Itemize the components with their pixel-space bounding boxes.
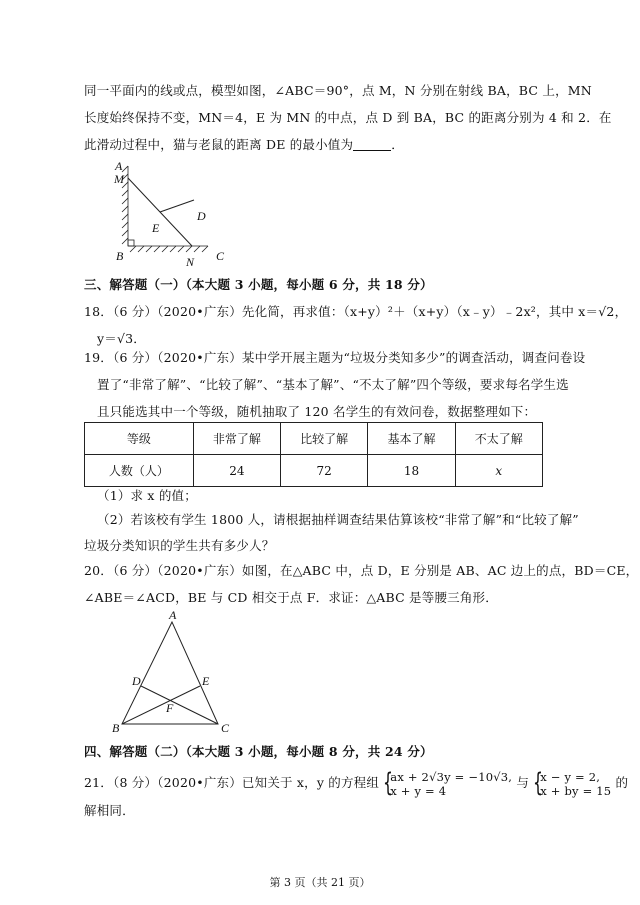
- label-D: D: [197, 209, 206, 223]
- table-row: [85, 455, 543, 487]
- q17-line3: [84, 137, 404, 153]
- label-N: N: [186, 255, 195, 269]
- label-M: M: [114, 172, 124, 186]
- label-A: A: [115, 160, 123, 173]
- label-F: F: [166, 701, 174, 715]
- q21-suffix: 的: [615, 775, 629, 790]
- right-angle-mark: [128, 240, 134, 246]
- segment-BE: [122, 686, 200, 724]
- table-cell: 18: [368, 455, 455, 487]
- equation-system-2: [533, 767, 612, 798]
- q19-line2: 置了“非常了解”、“比较了解”、“基本了解”、“不太了解”四个等级，要求每名学生选: [97, 377, 569, 392]
- equation: x − y = 2,: [540, 769, 601, 784]
- q20-line2: ∠ABE＝∠ACD，BE 与 CD 相交于点 F．求证：△ABC 是等腰三角形．: [84, 590, 498, 605]
- q21-connector: 与: [516, 775, 530, 790]
- label-C: C: [216, 249, 225, 263]
- table-cell: 72: [281, 455, 368, 487]
- equation: x + y = 4: [390, 783, 447, 798]
- label-A: A: [169, 608, 177, 622]
- brace-icon: {: [383, 767, 394, 798]
- label-E: E: [202, 674, 210, 688]
- page-footer: 第 3 页（共 21 页）: [269, 876, 371, 889]
- label-D: D: [132, 674, 141, 688]
- answer-blank: [353, 138, 391, 151]
- q19-line3: 且只能选其中一个等级，随机抽取了 120 名学生的有效问卷，数据整理如下：: [97, 404, 537, 419]
- brace-icon: {: [533, 767, 544, 798]
- table-header-row: [85, 423, 543, 455]
- q18-line2: y＝√3．: [97, 331, 146, 346]
- q17-line1: 同一平面内的线或点，模型如图，∠ABC＝90°，点 M，N 分别在射线 BA，BC 上，MN: [84, 83, 592, 98]
- q19-sub2-cont: 垃圾分类知识的学生共有多少人？: [84, 538, 275, 553]
- table-header-cell: 基本了解: [368, 423, 455, 455]
- table-cell: x: [455, 455, 542, 487]
- label-E: E: [152, 221, 160, 235]
- label-B: B: [112, 721, 120, 735]
- table-cell: 人数（人）: [85, 455, 194, 487]
- q21-line2: 解相同．: [84, 803, 135, 818]
- label-C: C: [221, 721, 230, 735]
- section-3-heading: 三、解答题（一）（本大题 3 小题，每小题 6 分，共 18 分）: [84, 277, 433, 292]
- equation-system-1: [383, 767, 513, 798]
- q19-sub1: （1）求 x 的值；: [97, 488, 197, 503]
- equation: x + by = 15: [540, 783, 612, 798]
- table-header-cell: 等级: [85, 423, 194, 455]
- table-header-cell: 比较了解: [281, 423, 368, 455]
- q18-line1: 18．（6 分）（2020•广东）先化简，再求值：（x+y）²＋（x+y）（x﹣y）﹣2x²，其中 x＝√2，: [84, 304, 628, 319]
- table-cell: 24: [193, 455, 280, 487]
- q17-line3-end: ．: [391, 137, 404, 152]
- q19-line1: 19．（6 分）（2020•广东）某中学开展主题为“垃圾分类知多少”的调查活动，调查问卷设: [84, 350, 586, 365]
- table-header-cell: 不太了解: [455, 423, 542, 455]
- q20-figure: [108, 608, 238, 738]
- equation: ax + 2√3y = −10√3,: [390, 769, 513, 784]
- q17-figure: [108, 160, 248, 270]
- q19-sub2: （2）若该校有学生 1800 人，请根据抽样调查结果估算该校“非常了解”和“比较了解”: [97, 512, 579, 527]
- q20-line1: 20．（6 分）（2020•广东）如图，在△ABC 中，点 D，E 分别是 AB、AC 边上的点，BD＝CE，: [84, 563, 639, 578]
- segment-CD: [141, 686, 218, 724]
- section-4-heading: 四、解答题（二）（本大题 3 小题，每小题 8 分，共 24 分）: [84, 744, 433, 759]
- wall-hatch-horizontal: [128, 246, 208, 252]
- segment-ED: [160, 200, 194, 212]
- q21-prefix: 21．（8 分）（2020•广东）已知关于 x，y 的方程组: [84, 775, 380, 790]
- survey-table: [84, 422, 543, 487]
- q17-line3-text: 此滑动过程中，猫与老鼠的距离 DE 的最小值为: [84, 137, 354, 152]
- table-header-cell: 非常了解: [193, 423, 280, 455]
- q21-line1: [84, 768, 628, 798]
- q17-line2: 长度始终保持不变，MN＝4，E 为 MN 的中点，点 D 到 BA，BC 的距离分别为 4 和 2．在: [84, 110, 612, 125]
- label-B: B: [116, 249, 124, 263]
